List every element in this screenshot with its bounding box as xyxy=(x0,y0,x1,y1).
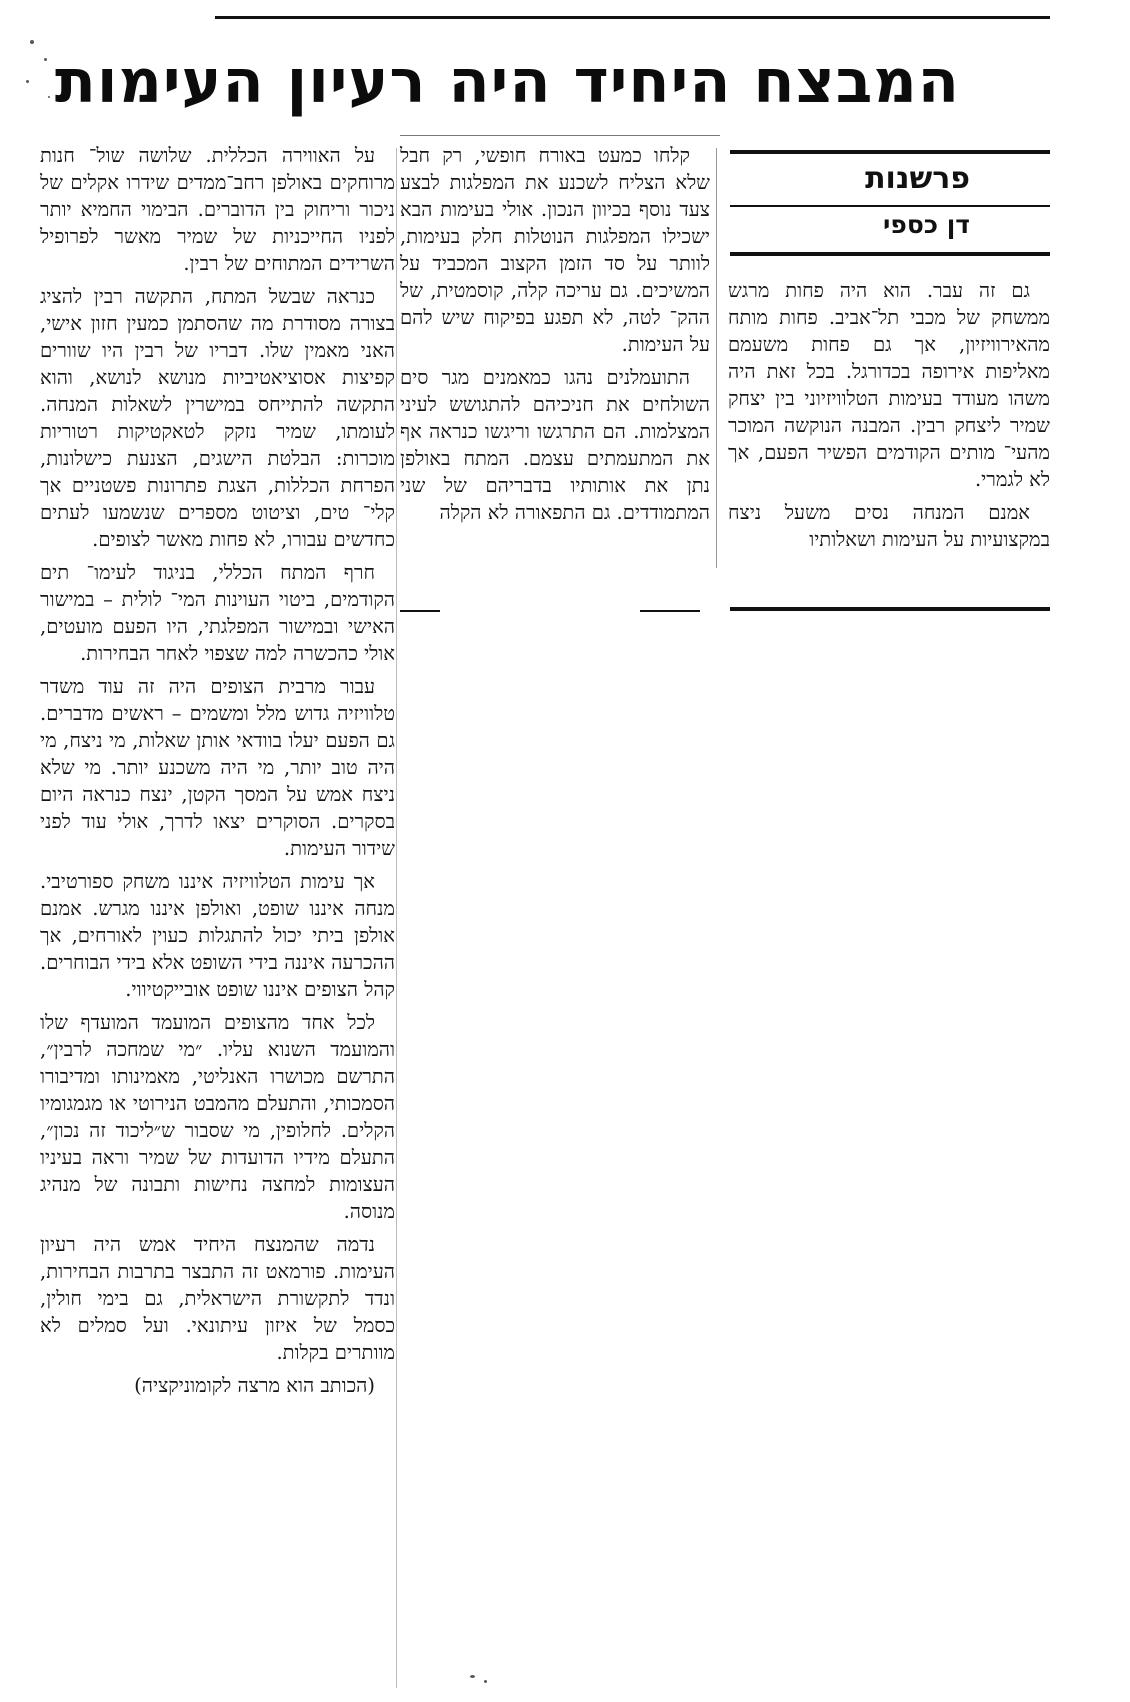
article-column-left xyxy=(40,142,395,1405)
paragraph: כנראה שבשל המתח, התקשה רבין להציג בצורה מסודרת מה שהסתמן כמעין חזון אישי, האני מאמין שלו. דבריו של רבין היו שוורים קפיצות אסוציאטיביות מנושא לנושא, והוא התקשה להתייחס במישרין לשאלות המנחה. לעומתו, שמיר נזקק לטאקטיקות רטוריות מוכרות: הבלטת הישגים, הצנעת כישלונות, הפרחת הכללות, הצגת פתרונות פשטניים אך קלי־ טים, וציטוט מספרים שנשמעו לעתים כחדשים עבורו, לא פחות מאשר לצופים. xyxy=(40,285,395,551)
bottom-rule-right xyxy=(730,607,1050,611)
byline: דן כספי xyxy=(883,210,970,239)
paragraph: אך עימות הטלוויזיה איננו משחק ספורטיבי. מנחה איננו שופט, ואולפן איננו מגרש. אמנם אולפן ביתי יכול להתגלות כעוין לאורחים, אך ההכרעה איננה בידי השופט אלא בידי הבוחרים. קהל הצופים איננו שופט אובייקטיווי. xyxy=(40,870,395,1001)
paragraph: נדמה שהמנצח היחיד אמש היה רעיון העימות. פורמאט זה התבצר בתרבות הבחירות, ונדד לתקשורת הישראלית, גם בימי חולין, כסמל של איזון עיתונאי. ועל סמלים לא מוותרים בקלות. xyxy=(40,1233,395,1364)
author-note: (הכותב הוא מרצה לקומוניקציה) xyxy=(134,1374,375,1397)
top-rule xyxy=(215,16,1050,19)
paragraph: גם זה עבר. הוא היה פחות מרגש ממשחק של מכבי תל־אביב. פחות מותח מהאירוויזיון, אך גם פחות משעמם מאליפות אירופה בכדורגל. בכל זאת היה משהו מעודד בעימות הטלוויזיוני בין יצחק שמיר ליצחק רבין. המבנה הנוקשה המוכר מהעי־ מותים הקודמים הפשיר הפעם, אך לא לגמרי. xyxy=(728,279,1050,491)
paragraph: אמנם המנחה נסים משעל ניצח במקצועיות על העימות ושאלותיו xyxy=(728,501,1050,551)
scan-speck xyxy=(44,58,47,61)
scan-speck xyxy=(26,80,29,83)
paragraph: קלחו כמעט באורח חופשי, רק חבל שלא הצליח לשכנע את המפלגות לבצע צעד נוסף בכיוון הנכון. אולי בעימות הבא ישכילו המפלגות הנוטלות חלק בעימות, לוותר על סד הזמן הקצוב המכביד על המשיכים. גם עריכה קלה, קוסמטית, של ההק־ לטה, לא תפגע בפיקוח שיש להם על העימות. xyxy=(400,144,710,356)
paragraph: עבור מרבית הצופים היה זה עוד משדר טלוויזיה גדוש מלל ומשמים – ראשים מדברים. גם הפעם יעלו בוודאי אותן שאלות, מי ניצח, מי היה טוב יותר, מי היה משכנע יותר. מי שלא ניצח אמש על המסך הקטן, ינצח כנראה היום בסקרים. הסוקרים יצאו לדרך, אולי עוד לפני שידור העימות. xyxy=(40,675,395,860)
bottom-rule-left xyxy=(400,610,440,612)
section-top-rule xyxy=(730,150,1050,154)
paragraph: התועמלנים נהגו כמאמנים מגר סים השולחים את חניכיהם להתגושש לעיני המצלמות. הם התרגשו וריגשו כנראה אף את המתעמתים עצמם. המתח באולפן נתן את אותותיו בדבריהם של שני המתמודדים. גם התפאורה לא הקלה xyxy=(400,366,710,524)
scan-speck xyxy=(470,1675,475,1678)
section-header xyxy=(730,158,1050,250)
section-label: פרשנות xyxy=(865,161,970,196)
paragraph: לכל אחד מהצופים המועמד המועדף שלו והמועמד השנוא עליו. ״מי שמחכה לרבין״, התרשם מכושרו האנליטי, מאמינותו ומדיבורו הסמכותי, והתעלם מהמבט הנירוטי או מגמגומיו הקלים. לחלופין, מי שסבור ש״ליכוד זה נכון״, התעלם מידיו הדועדות של שמיר וראה בעיניו העצומות למחצה נחישות ותבונה של מנהיג מנוסה. xyxy=(40,1011,395,1223)
section-bottom-rule xyxy=(730,252,1050,256)
scan-speck xyxy=(30,40,34,44)
paragraph: חרף המתח הכללי, בניגוד לעימו־ תים הקודמים, ביטוי העוינות המי־ לולית – במישור האישי ובמישור המפלגתי, היו הפעם מועטים, אולי כהכשרה למה שצפוי לאחר הבחירות. xyxy=(40,561,395,665)
article-column-right xyxy=(728,277,1050,559)
paragraph: על האווירה הכללית. שלושה שול־ חנות מרוחקים באולפן רחב־ממדים שידרו אקלים של ניכור וריחוק בין הדוברים. הבימוי החמיא יותר לפניו החייכניות של שמיר מאשר לפרופיל השרידים המתוחים של רבין. xyxy=(40,144,395,275)
headline-rule xyxy=(400,135,720,136)
article-column-middle xyxy=(400,142,710,532)
scan-speck xyxy=(48,96,50,98)
column-divider-left xyxy=(396,148,397,1688)
bottom-rule-middle xyxy=(640,610,700,612)
column-divider-right xyxy=(716,148,717,568)
scan-speck xyxy=(484,1680,487,1683)
headline: המבצח היחיד היה רעיון העימות xyxy=(54,47,960,117)
